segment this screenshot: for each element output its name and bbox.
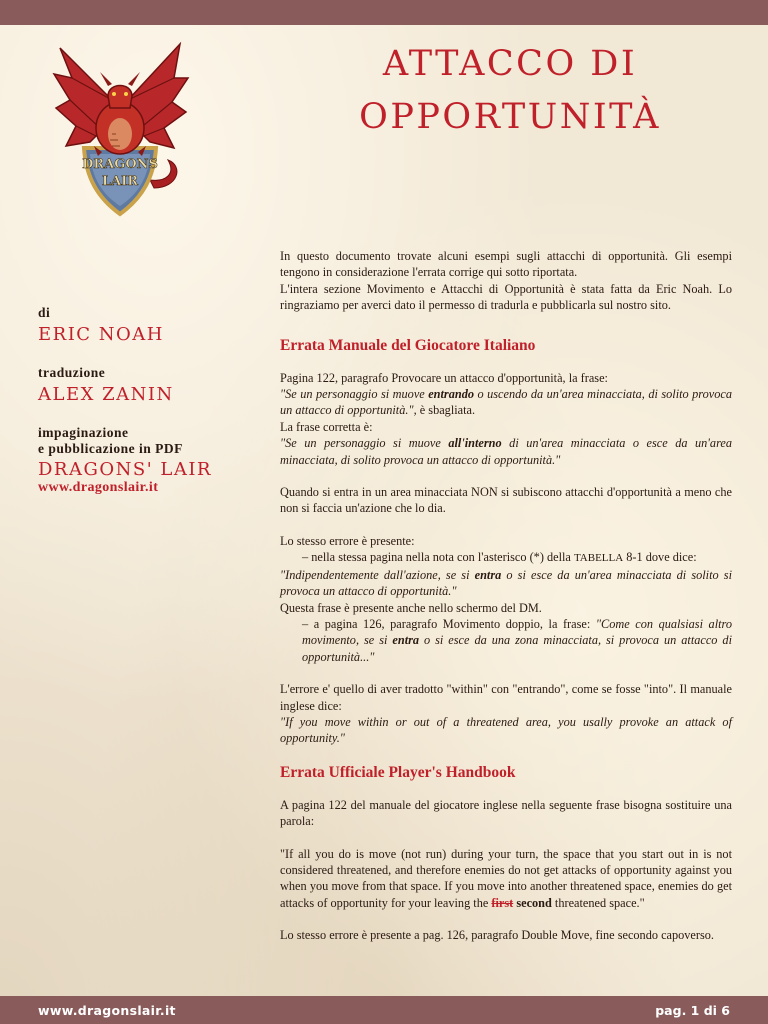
intro-paragraph-2: L'intera sezione Movimento e Attacchi di Opportunità è stata fatta da Eric Noah. Lo ringraziamo per averci dato il permesso di tradurla e pubblicarla sul nostro sito. <box>280 281 732 313</box>
paragraph-same-error: Lo stesso errore è presente: <box>280 533 415 548</box>
main-content <box>280 248 732 944</box>
title-line-1: ATTACCO DI <box>382 44 638 84</box>
page-title <box>300 38 720 144</box>
top-bar <box>0 0 768 25</box>
paragraph-page-122: Pagina 122, paragrafo Provocare un attacco d'opportunità, la frase: <box>280 370 608 385</box>
paragraph-dm-screen: Questa frase è presente anche nello schermo del DM. <box>280 600 542 615</box>
paragraph-translation-error: L'errore e' quello di aver tradotto "within" con "entrando", come se fosse "into". Il manuale inglese dice: <box>280 682 732 713</box>
translator-name: ALEX ZANIN <box>38 384 174 405</box>
website-link[interactable]: www.dragonslair.it <box>38 480 159 495</box>
section-heading-italian-errata: Errata Manuale del Giocatore Italiano <box>280 336 536 354</box>
layout-label-2: e pubblicazione in PDF <box>38 441 183 456</box>
paragraph-table-note: – nella stessa pagina nella nota con l'asterisco (*) della TABELLA 8-1 dove dice: <box>302 550 697 565</box>
title-line-2: OPPORTUNITÀ <box>359 97 661 137</box>
quote-table-note: "Indipendentemente dall'azione, se si entra o si esce da un'area minacciata di solito si provoca un attacco di opportunità." <box>280 567 732 599</box>
quote-wrong-sentence: "Se un personaggio si muove entrando o uscendo da un'area minacciata, di solito provoca un attacco di opportunità.", è sbagliata. <box>280 387 733 418</box>
logo-text-line2: LAIR <box>101 174 139 189</box>
quote-english-rule: "If you move within or out of a threatened area, you usally provoke an attack of opportunity." <box>280 714 732 746</box>
dragons-lair-logo <box>50 38 190 218</box>
publisher-name: DRAGONS' LAIR <box>38 459 212 480</box>
paragraph-correct-sentence-label: La frase corretta è: <box>280 419 373 434</box>
footer-bar <box>0 996 768 1024</box>
intro-paragraph-1: In questo documento trovate alcuni esempi sugli attacchi di opportunità. Gli esempi tengono in considerazione l'errata corrige qui sotto riportata. <box>280 249 732 280</box>
layout-label-1: impaginazione <box>38 425 129 440</box>
paragraph-double-move-en: Lo stesso errore è presente a pag. 126, paragrafo Double Move, fine secondo capoverso. <box>280 928 714 943</box>
quote-correct-sentence: "Se un personaggio si muove all'interno di un'area minacciata o esce da un'area minacciata, di solito provoca un attacco di opportunità." <box>280 436 733 467</box>
paragraph-not-provoked: Quando si entra in un area minacciata NON si subiscono attacchi d'opportunità a meno che non si faccia un'azione che lo dia. <box>280 485 732 516</box>
section-heading-official-errata: Errata Ufficiale Player's Handbook <box>280 763 516 781</box>
paragraph-replace-word: A pagina 122 del manuale del giocatore inglese nella seguente frase bisogna sostituire una parola: <box>280 797 732 829</box>
quote-phb-rule: "If all you do is move (not run) during your turn, the space that you start out in is not considered threatened, and therefore enemies do not get attacks of opportunity against you when you move from that space. If you move into another threatened space, enemies do get attacks of opportunity for your leaving the first second threatened space." <box>280 846 732 910</box>
footer-url[interactable]: www.dragonslair.it <box>38 1003 176 1018</box>
logo-text-line1: DRAGONS <box>82 157 158 172</box>
footer-page-number: pag. 1 di 6 <box>655 1003 730 1018</box>
author-name: ERIC NOAH <box>38 324 164 345</box>
credits-block <box>38 305 258 496</box>
author-label: di <box>38 305 51 320</box>
translation-label: traduzione <box>38 365 106 380</box>
paragraph-double-move: – a pagina 126, paragrafo Movimento doppio, la frase: "Come con qualsiasi altro movimento, se si entra o si esce da una zona minacciata, si provoca un attacco di opportunità..." <box>302 616 732 664</box>
